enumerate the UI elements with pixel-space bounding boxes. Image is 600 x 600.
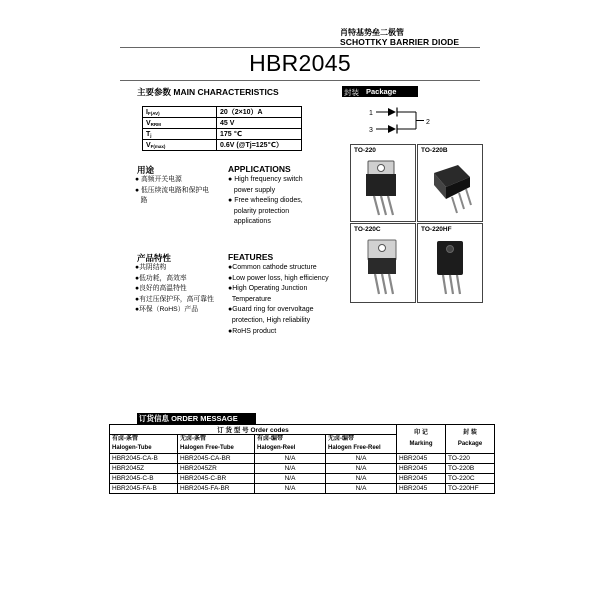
- value: 175 ℃: [217, 129, 302, 140]
- header-divider: [120, 47, 480, 48]
- column-header: 无卤-编带 Halogen Free-Reel: [326, 435, 397, 454]
- table-cell: N/A: [326, 464, 397, 474]
- table-cell: HBR2045: [397, 484, 446, 494]
- part-number-title: HBR2045: [249, 50, 351, 76]
- table-cell: HBR2045Z: [110, 464, 178, 474]
- table-cell: HBR2045-C-B: [110, 474, 178, 484]
- symbol: V: [146, 141, 151, 149]
- table-row: [110, 474, 495, 484]
- header-title-cn: 肖特基势垒二极管: [340, 28, 404, 37]
- symbol: T: [146, 130, 151, 138]
- list-item: ●RoHS product: [228, 327, 277, 335]
- main-characteristics-heading: 主要参数 MAIN CHARACTERISTICS: [137, 87, 279, 97]
- order-codes-header: 订 货 型 号 Order codes: [110, 425, 397, 435]
- table-cell: N/A: [326, 454, 397, 464]
- table-row: [110, 454, 495, 464]
- applications-list: [228, 175, 303, 228]
- to220-package-icon: [359, 159, 409, 219]
- table-cell: N/A: [255, 454, 326, 464]
- list-item: Temperature: [231, 295, 272, 303]
- table-cell: HBR2045-FA-B: [110, 484, 178, 494]
- marking-header: 印 记 Marking: [397, 425, 446, 454]
- table-cell: HBR2045: [397, 454, 446, 464]
- value: 0.6V (@Tj=125℃）: [217, 140, 302, 151]
- table-cell: N/A: [326, 484, 397, 494]
- diode-2-icon: [388, 125, 396, 133]
- symbol-subscript: j: [150, 132, 152, 138]
- package-label: TO-220B: [421, 147, 448, 154]
- applications-heading: APPLICATIONS: [228, 164, 291, 174]
- table-cell: HBR2045ZR: [178, 464, 255, 474]
- features-cn-heading: 产品特性: [137, 253, 172, 263]
- value: 45 V: [217, 118, 302, 129]
- table-cell: HBR2045-FA-BR: [178, 484, 255, 494]
- features-heading: FEATURES: [228, 252, 274, 262]
- table-cell: N/A: [255, 474, 326, 484]
- package-to220hf: [417, 223, 483, 303]
- package-label: TO-220C: [354, 226, 381, 233]
- table-cell: HBR2045: [397, 464, 446, 474]
- list-item: ●Common cathode structure: [228, 264, 317, 271]
- list-item: ●有过压保护环，高可靠性: [135, 295, 214, 303]
- list-item: ●共阴结构: [135, 264, 167, 271]
- list-item: ● High frequency switch: [228, 176, 303, 183]
- table-cell: HBR2045: [397, 474, 446, 484]
- list-item: ●良好的高温特性: [135, 285, 187, 293]
- order-heading: 订货信息 ORDER MESSAGE: [137, 413, 256, 424]
- table-cell: HBR2045-CA-BR: [178, 454, 255, 464]
- usage-list: [135, 175, 209, 207]
- to220hf-package-icon: [426, 238, 476, 298]
- usage-heading: 用途: [137, 165, 155, 175]
- column-header: 有卤-条管 Halogen-Tube: [110, 435, 178, 454]
- package-header: 封 装 Package: [446, 425, 495, 454]
- column-header: 有卤-编带 Halogen-Reel: [255, 435, 326, 454]
- to220b-package-icon: [426, 159, 476, 219]
- list-item: power supply: [233, 186, 276, 194]
- table-header-row: [110, 425, 495, 435]
- features-list: [228, 263, 329, 337]
- features-cn-list: [135, 263, 214, 316]
- title-divider: [120, 80, 480, 81]
- list-item: ● 高频开关电源: [135, 176, 182, 183]
- table-row: [143, 107, 302, 118]
- list-item: 路: [140, 197, 148, 205]
- package-label: TO-220HF: [421, 226, 452, 233]
- table-cell: TO-220: [446, 454, 495, 464]
- table-row: [110, 464, 495, 474]
- table-cell: TO-220C: [446, 474, 495, 484]
- pin-1-label: 1: [369, 110, 373, 117]
- symbol: I: [146, 108, 148, 116]
- symbol: V: [146, 119, 151, 127]
- package-heading-cn: 封装: [344, 88, 359, 97]
- table-cell: TO-220B: [446, 464, 495, 474]
- symbol-subscript: RRM: [150, 121, 161, 127]
- list-item: protection, High reliability: [231, 316, 311, 324]
- header-title-en: SCHOTTKY BARRIER DIODE: [340, 37, 460, 47]
- table-row: [143, 118, 302, 129]
- package-to220b: [417, 144, 483, 222]
- table-cell: N/A: [326, 474, 397, 484]
- list-item: ●High Operating Junction: [228, 285, 308, 293]
- table-row: [143, 140, 302, 151]
- value: 20（2×10）A: [217, 107, 302, 118]
- package-heading-en: Package: [366, 87, 397, 96]
- order-table: [109, 424, 495, 494]
- table-cell: N/A: [255, 464, 326, 474]
- package-label: TO-220: [354, 147, 376, 154]
- list-item: ●环保（RoHS）产品: [135, 306, 199, 314]
- package-to220c: [350, 223, 416, 303]
- list-item: ● 低压续流电路和保护电: [135, 186, 209, 194]
- list-item: polarity protection: [233, 207, 290, 215]
- column-header: 无卤-条管 Halogen Free-Tube: [178, 435, 255, 454]
- pin-3-label: 3: [369, 127, 373, 134]
- list-item: applications: [233, 218, 271, 226]
- list-item: ●低功耗，高效率: [135, 274, 187, 282]
- table-cell: N/A: [255, 484, 326, 494]
- package-to220: [350, 144, 416, 222]
- list-item: ●Low power loss, high efficiency: [228, 274, 329, 282]
- pin-2-label: 2: [426, 119, 430, 126]
- to220c-package-icon: [359, 238, 409, 298]
- symbol-subscript: F(AV): [147, 110, 160, 116]
- diode-1-icon: [388, 108, 396, 116]
- package-heading-bar: [342, 86, 418, 97]
- table-row: [143, 129, 302, 140]
- table-row: [110, 484, 495, 494]
- list-item: ●Guard ring for overvoltage: [228, 306, 314, 314]
- table-cell: HBR2045-CA-B: [110, 454, 178, 464]
- symbol-subscript: F(max): [150, 143, 166, 149]
- diode-schematic: [360, 100, 440, 138]
- table-cell: TO-220HF: [446, 484, 495, 494]
- list-item: ● Free wheeling diodes,: [228, 197, 303, 205]
- table-cell: HBR2045-C-BR: [178, 474, 255, 484]
- main-characteristics-table: [142, 106, 302, 151]
